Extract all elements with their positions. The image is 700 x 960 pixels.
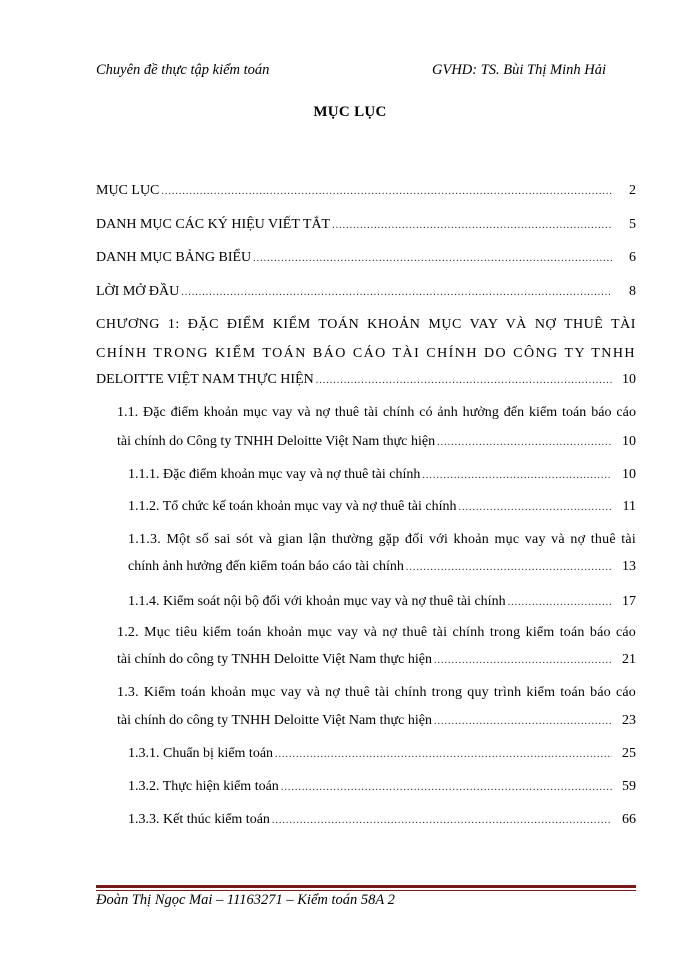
toc-page-number: 25 (622, 746, 636, 761)
toc-section-1-1-1[interactable] (128, 465, 636, 485)
toc-page-number: 59 (622, 779, 636, 794)
toc-entry-text: 1.3.2. Thực hiện kiểm toán (128, 779, 279, 794)
toc-leader-dots (181, 283, 612, 303)
toc-leader-dots (437, 433, 612, 453)
toc-entry-text: chính ảnh hưởng đến kiểm toán báo cáo tài chính (128, 559, 404, 574)
toc-section-1-2-line-2[interactable] (117, 650, 636, 670)
toc-leader-dots (422, 466, 612, 486)
toc-entry-text: tài chính do Công ty TNHH Deloitte Việt Nam thực hiện (117, 434, 436, 449)
footer-rule-thick (96, 885, 636, 888)
toc-page-number: 13 (622, 559, 636, 574)
page-title: MỤC LỤC (313, 104, 387, 120)
toc-chapter-1-line-1[interactable]: CHƯƠNG 1: ĐẶC ĐIỂM KIỂM TOÁN KHOẢN MỤC VAY VÀ NỢ THUÊ TÀI (96, 317, 636, 332)
toc-page-number: 23 (622, 713, 636, 728)
toc-entry-text: 1.3.1. Chuẩn bị kiểm toán (128, 746, 274, 761)
toc-entry-loi-mo-dau[interactable] (96, 282, 636, 302)
toc-entry-text: 1.1.1. Đặc điểm khoản mục vay và nợ thuê tài chính (128, 467, 421, 482)
toc-page-number: 66 (622, 812, 636, 827)
toc-section-1-1-3-line-1[interactable]: 1.1.3. Một số sai sót và gian lận thường gặp đối với khoản mục vay và nợ thuê tài (128, 532, 636, 547)
toc-page-number: 21 (622, 652, 636, 667)
toc-leader-dots (434, 712, 612, 732)
toc-entry-text: 1.3.3. Kết thúc kiểm toán (128, 812, 270, 827)
toc-entry-text: tài chính do công ty TNHH Deloitte Việt Nam thực hiện (117, 713, 432, 728)
toc-section-1-3-1[interactable] (128, 744, 636, 764)
footer-text: Đoàn Thị Ngọc Mai – 11163271 – Kiểm toán 58A 2 (96, 892, 395, 908)
toc-leader-dots (316, 371, 612, 391)
toc-entry-text: tài chính do công ty TNHH Deloitte Việt Nam thực hiện (117, 652, 432, 667)
toc-section-1-3-line-2[interactable] (117, 711, 636, 731)
toc-section-1-1-2[interactable] (128, 497, 636, 517)
toc-leader-dots (406, 558, 612, 578)
toc-chapter-1-line-3[interactable] (96, 370, 636, 390)
toc-page-number: 6 (629, 250, 636, 265)
toc-entry-bang-bieu[interactable] (96, 248, 636, 268)
toc-section-1-2-line-1[interactable]: 1.2. Mục tiêu kiểm toán khoản mục vay và nợ thuê tài chính trong kiểm toán báo cáo (117, 625, 636, 640)
footer-rule-thin (96, 890, 636, 891)
toc-entry-text: DELOITTE VIỆT NAM THỰC HIỆN (96, 372, 314, 387)
toc-leader-dots (275, 745, 612, 765)
toc-leader-dots (434, 651, 612, 671)
toc-page-number: 11 (622, 499, 636, 514)
toc-entry-text: 1.1.2. Tổ chức kế toán khoản mục vay và nợ thuê tài chính (128, 499, 457, 514)
header-right: GVHD: TS. Bùi Thị Minh Hải (432, 62, 606, 78)
toc-page-number: 8 (629, 284, 636, 299)
toc-section-1-3-3[interactable] (128, 810, 636, 830)
header-left: Chuyên đề thực tập kiểm toán (96, 62, 270, 78)
toc-section-1-1-4[interactable] (128, 592, 636, 612)
toc-leader-dots (272, 811, 612, 831)
toc-page-number: 17 (622, 594, 636, 609)
toc-entry-text: DANH MỤC CÁC KÝ HIỆU VIẾT TẮT (96, 217, 331, 232)
toc-section-1-1-3-line-2[interactable] (128, 557, 636, 577)
toc-entry-text: DANH MỤC BẢNG BIỂU (96, 250, 252, 265)
toc-entry-ky-hieu[interactable] (96, 215, 636, 235)
toc-page-number: 10 (622, 434, 636, 449)
toc-section-1-3-2[interactable] (128, 777, 636, 797)
toc-section-1-1-line-2[interactable] (117, 432, 636, 452)
toc-entry-text: MỤC LỤC (96, 183, 160, 198)
toc-entry-text: LỜI MỞ ĐẦU (96, 284, 180, 299)
toc-chapter-1-line-2[interactable]: CHÍNH TRONG KIỂM TOÁN BÁO CÁO TÀI CHÍNH DO CÔNG TY TNHH (96, 346, 636, 361)
toc-leader-dots (161, 182, 612, 202)
toc-section-1-1-line-1[interactable]: 1.1. Đặc điểm khoản mục vay và nợ thuê tài chính có ảnh hưởng đến kiểm toán báo cáo (117, 405, 636, 420)
toc-entry-muc-luc[interactable] (96, 181, 636, 201)
toc-page-number: 5 (629, 217, 636, 232)
toc-entry-text: 1.1.4. Kiểm soát nội bộ đối với khoản mục vay và nợ thuê tài chính (128, 594, 506, 609)
toc-leader-dots (253, 249, 612, 269)
toc-leader-dots (332, 216, 612, 236)
toc-page-number: 10 (622, 372, 636, 387)
toc-page-number: 2 (629, 183, 636, 198)
toc-leader-dots (281, 778, 612, 798)
toc-section-1-3-line-1[interactable]: 1.3. Kiểm toán khoản mục vay và nợ thuê tài chính trong quy trình kiểm toán báo cáo (117, 685, 636, 700)
toc-leader-dots (508, 593, 612, 613)
toc-page-number: 10 (622, 467, 636, 482)
toc-leader-dots (458, 498, 612, 518)
